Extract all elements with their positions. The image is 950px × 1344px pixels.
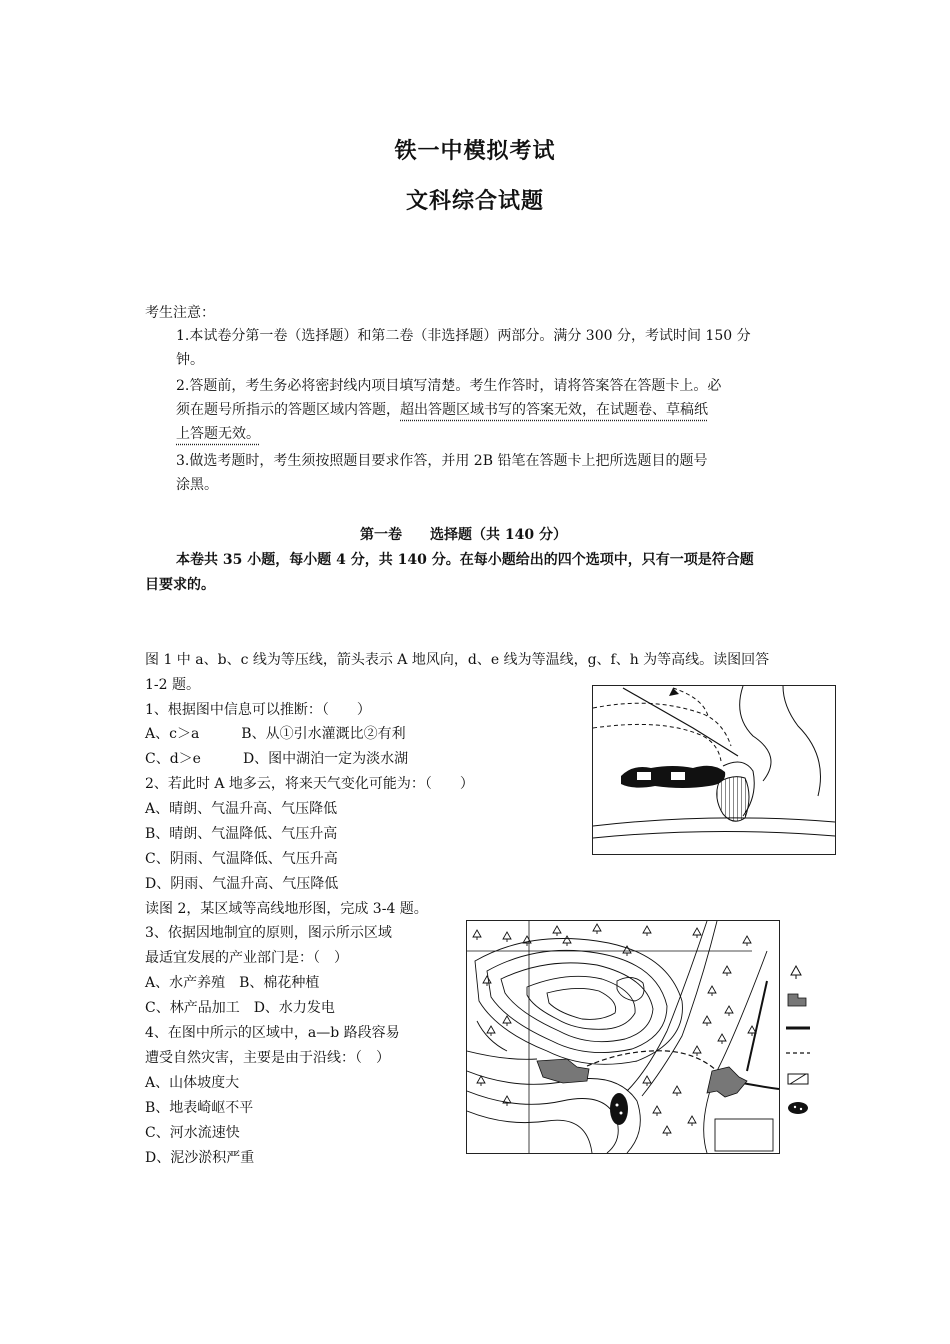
notice-item-3-line-1: 3.做选考题时，考生须按照题目要求作答，并用 2B 铅笔在答题卡上把所选题目的题号 bbox=[176, 453, 708, 469]
question-4-line-1: 4、在图中所示的区域中，a—b 路段容易 bbox=[145, 1025, 400, 1041]
notice-heading: 考生注意： bbox=[145, 305, 215, 321]
question-2: 2、若此时 A 地多云，将来天气变化可能为：（ ） bbox=[145, 776, 474, 792]
notice-item-1-line-2: 钟。 bbox=[176, 352, 204, 368]
page-subtitle: 文科综合试题 bbox=[405, 188, 544, 214]
question-4-option-b: B、地表崎岖不平 bbox=[145, 1100, 254, 1116]
notice-item-2-line-3: 上答题无效。 bbox=[176, 426, 260, 442]
question-4-line-2: 遭受自然灾害，主要是由于沿线：（ ） bbox=[145, 1050, 390, 1066]
question-2-option-c: C、阴雨、气温降低、气压升高 bbox=[145, 851, 338, 867]
notice-item-2-emphasis: 超出答题区域书写的答案无效，在试题卷、草稿纸 bbox=[400, 402, 708, 418]
question-3-options-ab: A、水产养殖 B、棉花种植 bbox=[145, 975, 320, 991]
question-4-option-c: C、河水流速快 bbox=[145, 1125, 240, 1141]
question-4-option-a: A、山体坡度大 bbox=[145, 1075, 240, 1091]
question-1-options-ab: A、c＞a B、从①引水灌溉比②有利 bbox=[145, 726, 406, 742]
question-2-option-d: D、阴雨、气温升高、气压降低 bbox=[145, 876, 339, 892]
question-1: 1、根据图中信息可以推断：（ ） bbox=[145, 702, 371, 718]
question-3-options-cd: C、林产品加工 D、水力发电 bbox=[145, 1000, 335, 1016]
fig1-stem-line-1: 图 1 中 a、b、c 线为等压线，箭头表示 A 地风向，d、e 线为等温线，g、f、h 为等高线。读图回答 bbox=[145, 652, 770, 668]
question-1-options-cd: C、d＞e D、图中湖泊一定为淡水湖 bbox=[145, 751, 409, 767]
figure-2-legend bbox=[784, 962, 814, 1122]
question-2-option-a: A、晴朗、气温升高、气压降低 bbox=[145, 801, 338, 817]
question-2-option-b: B、晴朗、气温降低、气压升高 bbox=[145, 826, 338, 842]
question-3-line-2: 最适宜发展的产业部门是：（ ） bbox=[145, 950, 348, 966]
notice-item-3-line-2: 涂黑。 bbox=[176, 477, 218, 493]
notice-item-2-text: 须在题号所指示的答题区域内答题， bbox=[176, 402, 400, 418]
notice-item-1-line-1: 1.本试卷分第一卷（选择题）和第二卷（非选择题）两部分。满分 300 分，考试时间 150 分 bbox=[176, 328, 751, 344]
figure-2-map bbox=[466, 920, 780, 1154]
section-intro-line-2: 目要求的。 bbox=[145, 577, 215, 593]
question-3-line-1: 3、依据因地制宜的原则，图示所示区域 bbox=[145, 925, 392, 941]
section-intro-line-1: 本卷共 35 小题，每小题 4 分，共 140 分。在每小题给出的四个选项中，只有一项是符合题 bbox=[176, 552, 754, 568]
fig1-stem-line-2: 1-2 题。 bbox=[145, 677, 200, 693]
notice-item-2-line-1: 2.答题前，考生务必将密封线内项目填写清楚。考生作答时，请将答案答在答题卡上。必 bbox=[176, 378, 722, 394]
question-4-option-d: D、泥沙淤积严重 bbox=[145, 1150, 255, 1166]
page-title: 铁一中模拟考试 bbox=[394, 138, 556, 164]
figure-1-map bbox=[592, 685, 836, 855]
notice-item-2-line-2 bbox=[176, 398, 708, 422]
section-heading: 第一卷 选择题（共 140 分） bbox=[360, 527, 567, 543]
fig2-stem: 读图 2，某区域等高线地形图，完成 3-4 题。 bbox=[145, 901, 428, 917]
